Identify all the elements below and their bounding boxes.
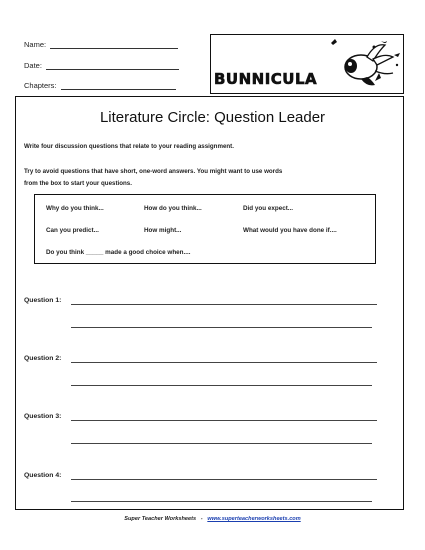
question-2-answer-line-2[interactable] [71,385,372,386]
question-4-answer-line-2[interactable] [71,501,372,502]
footer [0,516,425,522]
date-field [24,61,179,70]
question-3-answer-line-2[interactable] [71,443,372,444]
question-3-answer-line[interactable] [71,420,377,421]
footer-brand: Super Teacher Worksheets [124,516,197,522]
starter-item: Did you expect... [243,205,294,212]
question-starters-box [34,194,376,264]
question-4-answer-line[interactable] [71,479,377,480]
question-1-answer-line-2[interactable] [71,327,372,328]
page-title: Literature Circle: Question Leader [99,109,326,126]
starter-item: Why do you think... [46,205,104,212]
date-input-line[interactable] [46,62,179,70]
question-3-label: Question 3: [24,413,62,420]
starter-item: Can you predict... [46,227,99,234]
question-2-label: Question 2: [24,355,62,362]
worksheet-box [15,96,404,510]
starter-item: How do you think... [144,205,202,212]
starter-item: How might... [144,227,182,234]
chapters-field [24,81,176,90]
instruction-line-2: Try to avoid questions that have short, one-word answers. You might want to use words [24,168,283,175]
footer-url-link[interactable]: www.superteacherworksheets.com [207,516,301,522]
starter-item: Do you think _____ made a good choice when.... [46,249,191,256]
question-4-label: Question 4: [24,472,62,479]
bunnicula-logo-box [210,34,404,94]
question-2-answer-line[interactable] [71,362,377,363]
bunnicula-logo [211,35,404,94]
question-1-label: Question 1: [24,297,62,304]
date-label: Date: [24,61,42,70]
starter-item: What would you have done if.... [243,227,337,234]
name-input-line[interactable] [50,41,178,49]
instruction-line-3: from the box to start your questions. [24,180,132,187]
footer-separator: - [200,516,203,522]
chapters-input-line[interactable] [61,82,176,90]
question-1-answer-line[interactable] [71,304,377,305]
name-field [24,40,178,49]
name-label: Name: [24,40,47,49]
bunnicula-logo-text: BUNNICULA [214,70,318,88]
chapters-label: Chapters: [24,81,57,90]
instruction-line-1: Write four discussion questions that relate to your reading assignment. [24,143,234,150]
